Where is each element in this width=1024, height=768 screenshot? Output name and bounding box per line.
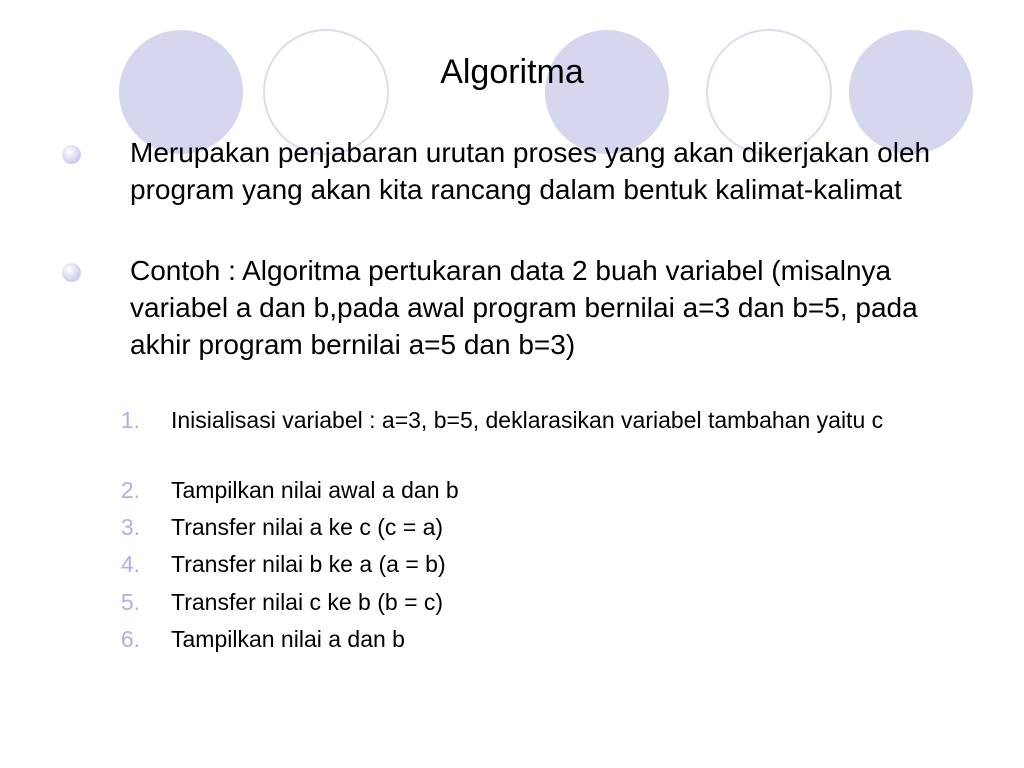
bullet-text: Merupakan penjabaran urutan proses yang akan dikerjakan oleh program yang akan kita rancang dalam bentuk kalimat-kalimat <box>130 137 931 205</box>
step-text: Transfer nilai b ke a (a = b) <box>171 551 446 577</box>
step-text: Inisialisasi variabel : a=3, b=5, deklarasikan variabel tambahan yaitu c <box>171 407 884 433</box>
slide-title: Algoritma <box>440 53 584 91</box>
bullet-dot-icon <box>62 145 81 164</box>
bullet-text: Contoh : Algoritma pertukaran data 2 buah variabel (misalnya variabel a dan b,pada awal program bernilai a=3 dan b=5, pada akhir program bernilai a=5 dan b=3) <box>130 255 918 360</box>
step-number: 6. <box>120 626 140 652</box>
step-number: 3. <box>120 514 140 540</box>
step-text: Tampilkan nilai a dan b <box>171 626 405 652</box>
step-text: Transfer nilai c ke b (b = c) <box>171 589 444 615</box>
step-text: Tampilkan nilai awal a dan b <box>171 477 459 503</box>
step-number: 2. <box>120 477 140 503</box>
step-text: Transfer nilai a ke c (c = a) <box>171 514 444 540</box>
step-number: 1. <box>120 407 140 433</box>
step-number: 5. <box>120 589 140 615</box>
step-number: 4. <box>120 551 140 577</box>
bullet-dot-icon <box>62 263 81 282</box>
